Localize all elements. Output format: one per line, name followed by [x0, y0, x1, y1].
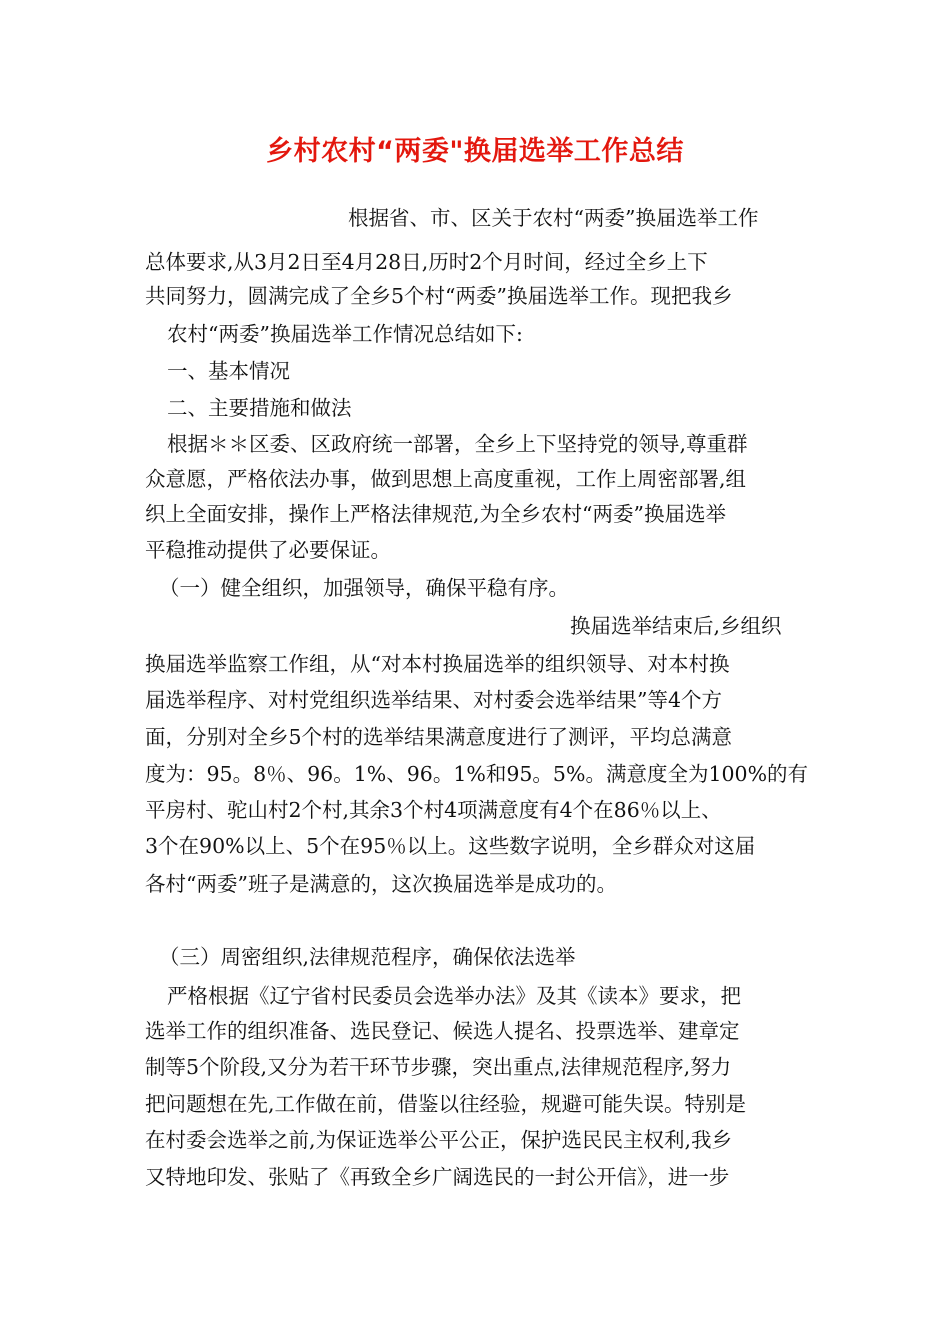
paragraph-line: 在村委会选举之前,为保证选举公平公正，保护选民民主权利,我乡 [145, 1128, 733, 1152]
document-title: 乡村农村“两委"换届选举工作总结 [266, 136, 684, 167]
section-heading: 一、基本情况 [167, 359, 290, 383]
section-heading: 二、主要措施和做法 [167, 396, 352, 420]
paragraph-line: 织上全面安排，操作上严格法律规范,为全乡农村“两委”换届选举 [145, 502, 726, 526]
paragraph-line: 众意愿，严格依法办事，做到思想上高度重视，工作上周密部署,组 [145, 467, 747, 491]
paragraph-line: 平房村、驼山村2个村,其余3个村4项满意度有4个在86％以上、 [145, 798, 722, 822]
paragraph-line: 平稳推动提供了必要保证。 [145, 538, 391, 562]
paragraph-line: 换届选举监察工作组，从“对本村换届选举的组织领导、对本村换 [145, 652, 730, 676]
paragraph-line: 度为：95。8％、96。1%、96。1%和95。5%。满意度全为100%的有 [145, 762, 809, 786]
paragraph-line: 制等5个阶段,又分为若干环节步骤，突出重点,法律规范程序,努力 [145, 1055, 732, 1079]
paragraph-line: 共同努力，圆满完成了全乡5个村“两委”换届选举工作。现把我乡 [145, 284, 733, 308]
paragraph-line: 面，分别对全乡5个村的选举结果满意度进行了测评，平均总满意 [145, 725, 733, 749]
paragraph-line: 3个在90%以上、5个在95％以上。这些数字说明，全乡群众对这届 [145, 834, 756, 858]
paragraph-line: 换届选举结束后,乡组织 [570, 614, 782, 638]
paragraph-line: 届选举程序、对村党组织选举结果、对村委会选举结果”等4个方 [145, 688, 723, 712]
paragraph-line: 总体要求,从3月2日至4月28日,历时2个月时间，经过全乡上下 [145, 250, 708, 274]
subsection-heading: （三）周密组织,法律规范程序，确保依法选举 [159, 945, 576, 969]
paragraph-line: 各村“两委”班子是满意的，这次换届选举是成功的。 [145, 872, 617, 896]
subsection-heading: （一）健全组织，加强领导，确保平稳有序。 [159, 576, 569, 600]
paragraph-line: 农村“两委”换届选举工作情况总结如下: [167, 322, 523, 346]
paragraph-line: 把问题想在先,工作做在前，借鉴以往经验，规避可能失误。特别是 [145, 1092, 747, 1116]
paragraph-line: 根据＊＊区委、区政府统一部署，全乡上下坚持党的领导,尊重群 [167, 432, 748, 456]
paragraph-line: 严格根据《辽宁省村民委员会选举办法》及其《读本》要求，把 [167, 984, 741, 1008]
paragraph-line: 又特地印发、张贴了《再致全乡广阔选民的一封公开信》，进一步 [145, 1165, 730, 1189]
paragraph-line: 根据省、市、区关于农村“两委”换届选举工作 [348, 206, 759, 230]
paragraph-line: 选举工作的组织准备、选民登记、候选人提名、投票选举、建章定 [145, 1019, 740, 1043]
